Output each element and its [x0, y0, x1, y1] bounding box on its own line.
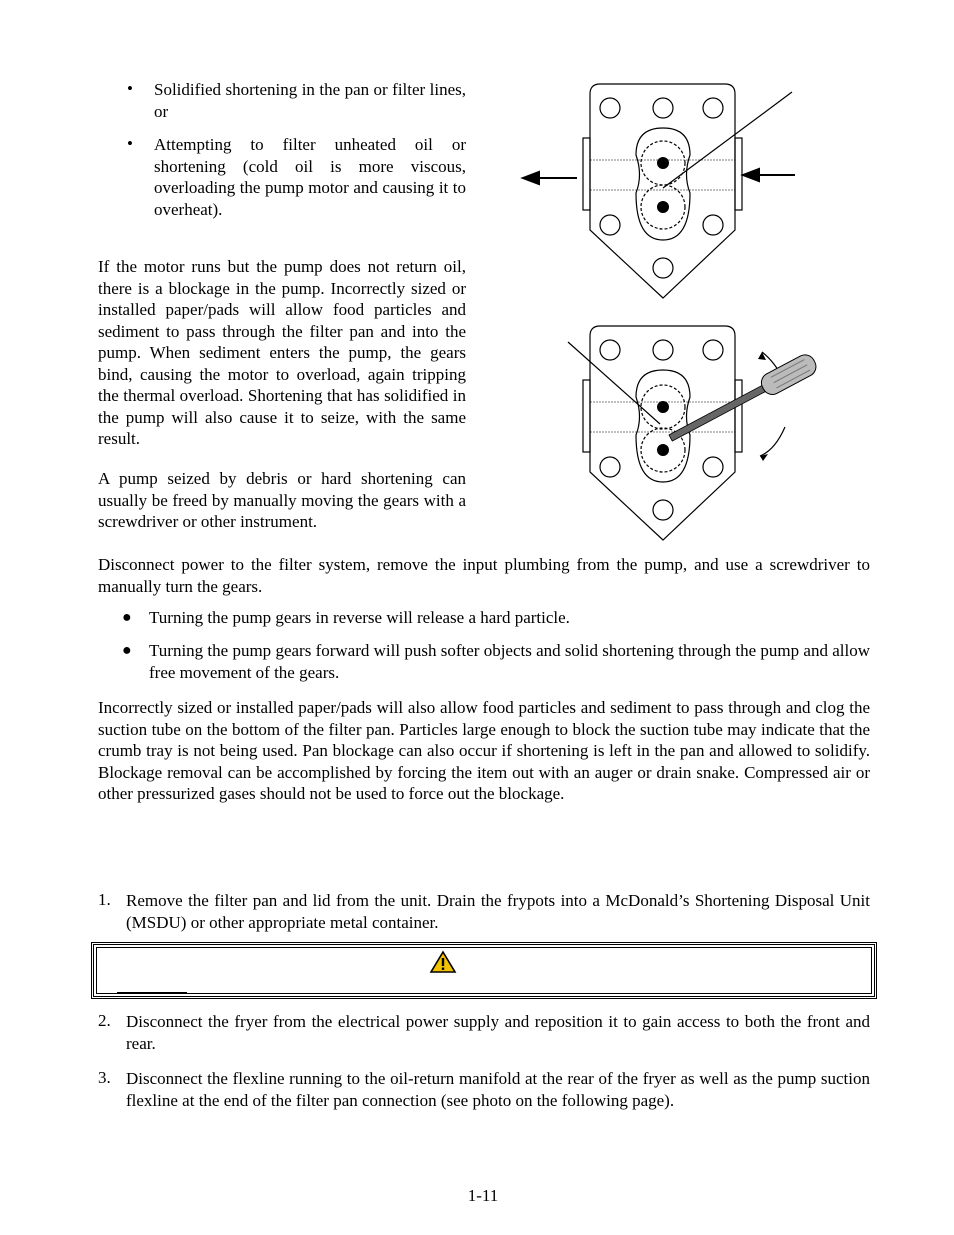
bullet-dot: •: [127, 79, 133, 98]
port-plate-right: [735, 380, 742, 452]
warning-triangle-icon: [429, 950, 457, 974]
top-bullet-2-text: Attempting to filter unheated oil or shortening (cold oil is more viscous, overloading the pump motor and causing it to overheat).: [154, 135, 466, 219]
bolt-hole: [703, 340, 723, 360]
step-number: 1.: [98, 890, 111, 909]
warning-box: [91, 942, 877, 999]
warning-label-underline: [117, 992, 187, 994]
port-plate-right: [735, 138, 742, 210]
paragraph-disconnect-power: Disconnect power to the filter system, remove the input plumbing from the pump, and use a screwdriver to manually turn the gears.: [98, 555, 870, 596]
gear-bullet-2-text: Turning the pump gears forward will push softer objects and solid shortening through the pump and allow free movement of the gears.: [149, 641, 870, 682]
bolt-hole: [600, 340, 620, 360]
pump-body-outline: [590, 326, 735, 540]
bolt-hole: [600, 457, 620, 477]
bolt-hole: [653, 340, 673, 360]
port-plate-left: [583, 380, 590, 452]
pump-body-outline: [590, 84, 735, 298]
bolt-hole: [653, 500, 673, 520]
gear-bullet-1-text: Turning the pump gears in reverse will release a hard particle.: [149, 608, 570, 627]
bolt-hole: [653, 258, 673, 278]
bolt-hole: [703, 457, 723, 477]
bolt-hole: [653, 98, 673, 118]
step-number: 2.: [98, 1011, 111, 1030]
paragraph-pump-blockage: If the motor runs but the pump does not return oil, there is a blockage in the pump. Incorrectly sized or installed paper/pads will allow food particles and sediment to pass through the filter pan and into the pump. When sediment enters the pump, the gears bind, causing the motor to overload, again tripping the thermal overload. Shortening that has solidified in the pump will also cause it to seize, with the same result.: [98, 257, 466, 448]
pump-diagram-bottom: [560, 322, 830, 547]
gear-cavity: [636, 128, 690, 240]
gear-cavity: [636, 370, 690, 482]
bolt-hole: [600, 215, 620, 235]
paragraph-incorrect-paper: Incorrectly sized or installed paper/pads will also allow food particles and sediment to pass through and clog the suction tube on the bottom of the filter pan. Particles large enough to block the suction tube may indicate that the crumb tray is not being used. Pan blockage can also occur if shortening is left in the pan and allowed to solidify. Blockage removal can be accomplished by forcing the item out with an auger or drain snake. Compressed air or other pressurized gases should not be used to force out the blockage.: [98, 698, 870, 803]
pointer-line: [568, 342, 660, 424]
bullet-dot: •: [127, 134, 133, 153]
pointer-line: [663, 92, 792, 188]
port-plate-left: [583, 138, 590, 210]
step-text: Disconnect the flexline running to the oil-return manifold at the rear of the fryer as well as the pump suction flexline at the end of the filter pan connection (see photo on the following page).: [126, 1069, 870, 1110]
bullet-dot: ●: [122, 609, 132, 626]
rotation-arrow-down: [760, 427, 785, 456]
bullet-dot: ●: [122, 642, 132, 659]
step-text: Disconnect the fryer from the electrical power supply and reposition it to gain access to both the front and rear.: [126, 1012, 870, 1053]
step-text: Remove the filter pan and lid from the unit. Drain the frypots into a McDonald’s Shortening Disposal Unit (MSDU) or other appropriate metal container.: [126, 891, 870, 932]
pump-diagram-top: [515, 80, 805, 305]
bolt-hole: [600, 98, 620, 118]
step-number: 3.: [98, 1068, 111, 1087]
paragraph-pump-seized: A pump seized by debris or hard shortening can usually be freed by manually moving the gears with a screwdriver or other instrument.: [98, 469, 466, 531]
bolt-hole: [703, 215, 723, 235]
top-bullet-1-text: Solidified shortening in the pan or filter lines, or: [154, 80, 466, 121]
page-number: 1-11: [467, 1186, 499, 1205]
bolt-hole: [703, 98, 723, 118]
